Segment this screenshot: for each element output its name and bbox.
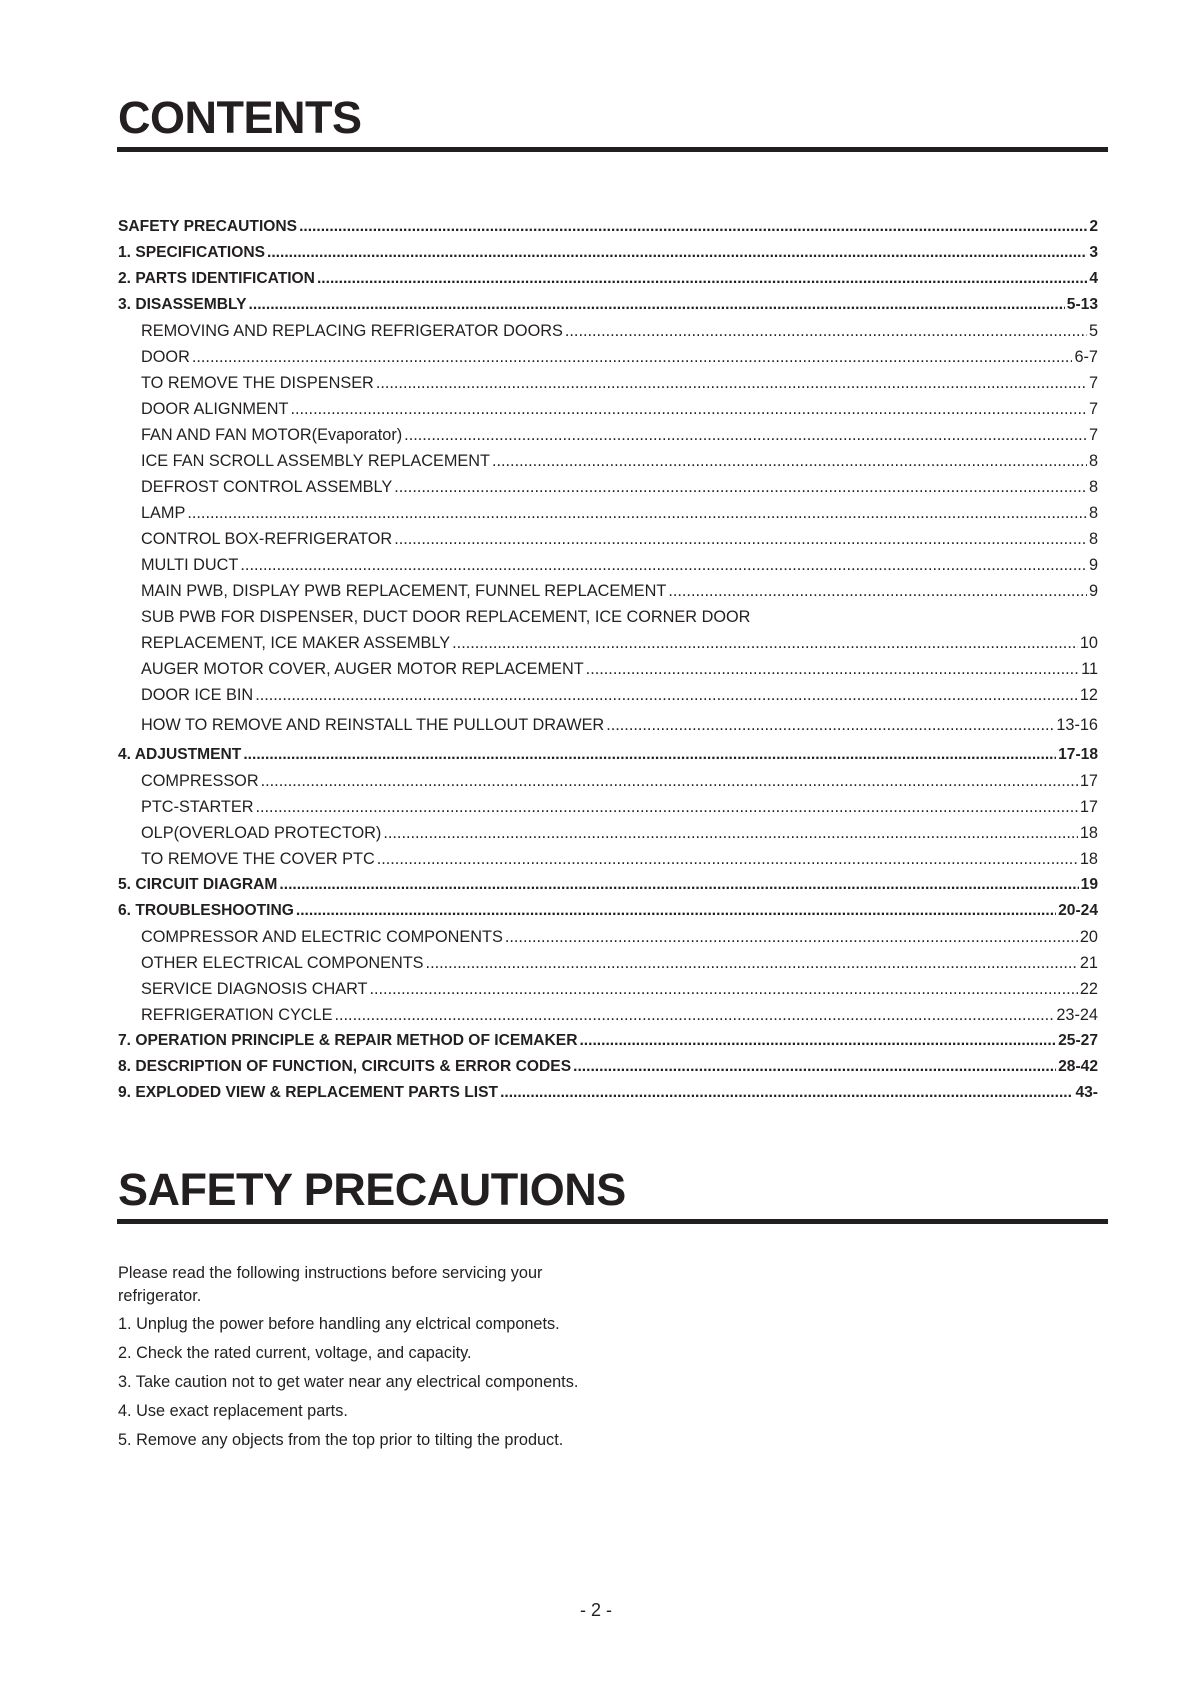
safety-item: 3. Take caution not to get water near any electrical components. [118, 1373, 579, 1391]
toc-entry-title: SUB PWB FOR DISPENSER, DUCT DOOR REPLACEMENT, ICE CORNER DOOR [141, 608, 751, 626]
toc-entry [118, 1028, 1098, 1054]
toc-entry-page: 5 [1088, 322, 1098, 340]
toc-entry-page: 17 [1079, 798, 1098, 816]
toc-leader-dots [376, 370, 1087, 396]
toc-entry [118, 976, 1098, 1002]
toc-entry-title: COMPRESSOR [141, 772, 259, 790]
toc-entry [118, 872, 1098, 898]
toc-entry-page: 11 [1081, 660, 1098, 678]
toc-leader-dots [492, 448, 1087, 474]
toc-entry-page: 19 [1080, 876, 1098, 893]
toc-entry-title: PTC-STARTER [141, 798, 254, 816]
toc-entry-page: 28-42 [1058, 1058, 1098, 1075]
toc-leader-dots [573, 1054, 1056, 1080]
toc-entry-title: 7. OPERATION PRINCIPLE & REPAIR METHOD OF ICEMAKER [118, 1032, 578, 1049]
toc-entry-title: LAMP [141, 504, 186, 522]
toc-entry-page: 8 [1088, 478, 1098, 496]
toc-entry [118, 794, 1098, 820]
toc-entry-title: DEFROST CONTROL ASSEMBLY [141, 478, 393, 496]
toc-entry-title: AUGER MOTOR COVER, AUGER MOTOR REPLACEMENT [141, 660, 584, 678]
toc-entry-page: 17-18 [1058, 746, 1098, 763]
toc-entry-page: 6-7 [1074, 348, 1098, 366]
toc-entry-title: DOOR [141, 348, 190, 366]
toc-entry-title: DOOR ICE BIN [141, 686, 254, 704]
toc-entry [118, 578, 1098, 604]
toc-leader-dots [279, 872, 1078, 898]
toc-entry [118, 292, 1098, 318]
toc-entry-title: COMPRESSOR AND ELECTRIC COMPONENTS [141, 928, 503, 946]
toc-entry [118, 656, 1098, 682]
page-number: - 2 - [579, 1600, 612, 1620]
toc-entry [118, 474, 1098, 500]
safety-list [118, 1313, 618, 1452]
toc-leader-dots [452, 630, 1078, 656]
toc-entry [118, 630, 1098, 656]
toc-leader-dots [606, 712, 1054, 738]
toc-entry [118, 898, 1098, 924]
contents-heading: CONTENTS [118, 92, 362, 143]
toc-entry [118, 396, 1098, 422]
toc-entry [118, 240, 1098, 266]
toc-leader-dots [261, 768, 1078, 794]
toc-entry-page: 25-27 [1058, 1032, 1098, 1049]
toc-entry-page: 43- [1075, 1084, 1098, 1101]
toc-entry-title: FAN AND FAN MOTOR(Evaporator) [141, 426, 403, 444]
toc-entry-title: SERVICE DIAGNOSIS CHART [141, 980, 368, 998]
toc-entry-page: 13-16 [1056, 716, 1098, 734]
toc-entry [118, 214, 1098, 240]
toc-entry-title: REFRIGERATION CYCLE [141, 1006, 333, 1024]
toc-entry-title: REPLACEMENT, ICE MAKER ASSEMBLY [141, 634, 451, 652]
toc-entry [118, 500, 1098, 526]
toc-leader-dots [299, 214, 1087, 240]
contents-rule [117, 147, 1108, 152]
safety-item: 2. Check the rated current, voltage, and capacity. [118, 1344, 472, 1362]
safety-item: 5. Remove any objects from the top prior to tilting the product. [118, 1431, 564, 1449]
toc-entry-title: MAIN PWB, DISPLAY PWB REPLACEMENT, FUNNEL REPLACEMENT [141, 582, 667, 600]
toc-entry-title: ICE FAN SCROLL ASSEMBLY REPLACEMENT [141, 452, 490, 470]
toc-entry-page: 20-24 [1058, 902, 1098, 919]
safety-heading: SAFETY PRECAUTIONS [118, 1164, 626, 1215]
toc-entry-page: 9 [1088, 556, 1098, 574]
toc-leader-dots [243, 742, 1056, 768]
toc-entry [118, 820, 1098, 846]
toc-entry-page: 2 [1089, 218, 1098, 235]
toc-entry-page: 8 [1088, 530, 1098, 548]
toc-entry [118, 604, 1098, 630]
toc-entry [118, 1080, 1098, 1106]
toc-entry-page: 5-13 [1066, 296, 1098, 313]
toc-leader-dots [394, 526, 1087, 552]
toc-entry [118, 266, 1098, 292]
toc-entry [118, 370, 1098, 396]
toc-entry-page: 8 [1088, 452, 1098, 470]
toc-entry-title: SAFETY PRECAUTIONS [118, 218, 298, 235]
toc-entry-page: 23-24 [1056, 1006, 1098, 1024]
toc-entry [118, 552, 1098, 578]
toc-entry-page: 7 [1088, 400, 1098, 418]
toc-entry [118, 1002, 1098, 1028]
toc-entry-page: 12 [1079, 686, 1098, 704]
toc-entry-page: 9 [1088, 582, 1098, 600]
toc-leader-dots [505, 924, 1078, 950]
safety-body [118, 1262, 618, 1458]
toc-leader-dots [296, 898, 1056, 924]
toc-entry-title: CONTROL BOX-REFRIGERATOR [141, 530, 393, 548]
toc-entry-title: TO REMOVE THE COVER PTC [141, 850, 375, 868]
toc-entry-title: 1. SPECIFICATIONS [118, 244, 266, 261]
toc-entry-page: 7 [1088, 374, 1098, 392]
toc-leader-dots [426, 950, 1078, 976]
toc-entry [118, 742, 1098, 768]
toc-entry [118, 448, 1098, 474]
toc-entry-title: 3. DISASSEMBLY [118, 296, 247, 313]
toc-leader-dots [255, 794, 1077, 820]
toc-leader-dots [565, 318, 1087, 344]
toc-entry-title: OTHER ELECTRICAL COMPONENTS [141, 954, 424, 972]
toc-entry-title: 2. PARTS IDENTIFICATION [118, 270, 315, 287]
toc-leader-dots [255, 682, 1078, 708]
toc-leader-dots [394, 474, 1087, 500]
toc-entry-title: OLP(OVERLOAD PROTECTOR) [141, 824, 382, 842]
toc-entry [118, 682, 1098, 708]
toc-entry [118, 318, 1098, 344]
toc-entry-title: 5. CIRCUIT DIAGRAM [118, 876, 278, 893]
toc-leader-dots [240, 552, 1087, 578]
toc-leader-dots [317, 266, 1087, 292]
toc-entry-title: TO REMOVE THE DISPENSER [141, 374, 374, 392]
safety-intro: Please read the following instructions before servicing your refrigerator. [118, 1264, 543, 1305]
toc-entry [118, 344, 1098, 370]
toc-leader-dots [369, 976, 1077, 1002]
toc-entry-page: 17 [1079, 772, 1098, 790]
toc-entry-title: MULTI DUCT [141, 556, 239, 574]
toc-entry-title: 9. EXPLODED VIEW & REPLACEMENT PARTS LIST [118, 1084, 499, 1101]
safety-item: 4. Use exact replacement parts. [118, 1402, 348, 1420]
toc-entry-title: HOW TO REMOVE AND REINSTALL THE PULLOUT DRAWER [141, 716, 605, 734]
toc-leader-dots [267, 240, 1087, 266]
toc-leader-dots [383, 820, 1078, 846]
toc-leader-dots [334, 1002, 1054, 1028]
toc-entry-page: 18 [1079, 824, 1098, 842]
toc-entry [118, 768, 1098, 794]
toc-entry-title: 6. TROUBLESHOOTING [118, 902, 294, 919]
toc-leader-dots [192, 344, 1073, 370]
toc-entry-title: DOOR ALIGNMENT [141, 400, 289, 418]
toc-entry-title: 8. DESCRIPTION OF FUNCTION, CIRCUITS & ERROR CODES [118, 1058, 572, 1075]
toc-entry [118, 950, 1098, 976]
toc-entry-page: 21 [1079, 954, 1098, 972]
toc-leader-dots [290, 396, 1086, 422]
toc-entry-title: REMOVING AND REPLACING REFRIGERATOR DOORS [141, 322, 563, 340]
toc-entry-page: 7 [1088, 426, 1098, 444]
toc-entry [118, 846, 1098, 872]
toc-entry-page: 18 [1079, 850, 1098, 868]
toc-entry-page: 10 [1079, 634, 1098, 652]
toc-leader-dots [404, 422, 1087, 448]
toc-entry-page: 8 [1088, 504, 1098, 522]
toc-entry [118, 1054, 1098, 1080]
toc-leader-dots [249, 292, 1065, 318]
toc-entry-title: 4. ADJUSTMENT [118, 746, 242, 763]
toc-leader-dots [586, 656, 1079, 682]
toc-leader-dots [668, 578, 1087, 604]
toc-entry-page: 22 [1079, 980, 1098, 998]
toc-entry-page: 20 [1079, 928, 1098, 946]
toc-leader-dots [500, 1080, 1073, 1106]
toc-leader-dots [579, 1028, 1056, 1054]
toc-entry [118, 712, 1098, 738]
safety-rule [117, 1219, 1108, 1224]
toc-entry-page: 3 [1089, 244, 1098, 261]
toc-list [118, 214, 1098, 1106]
safety-item: 1. Unplug the power before handling any elctrical componets. [118, 1315, 560, 1333]
toc-entry [118, 422, 1098, 448]
toc-entry [118, 924, 1098, 950]
toc-entry-page: 4 [1089, 270, 1098, 287]
toc-leader-dots [187, 500, 1087, 526]
toc-leader-dots [377, 846, 1078, 872]
toc-entry [118, 526, 1098, 552]
